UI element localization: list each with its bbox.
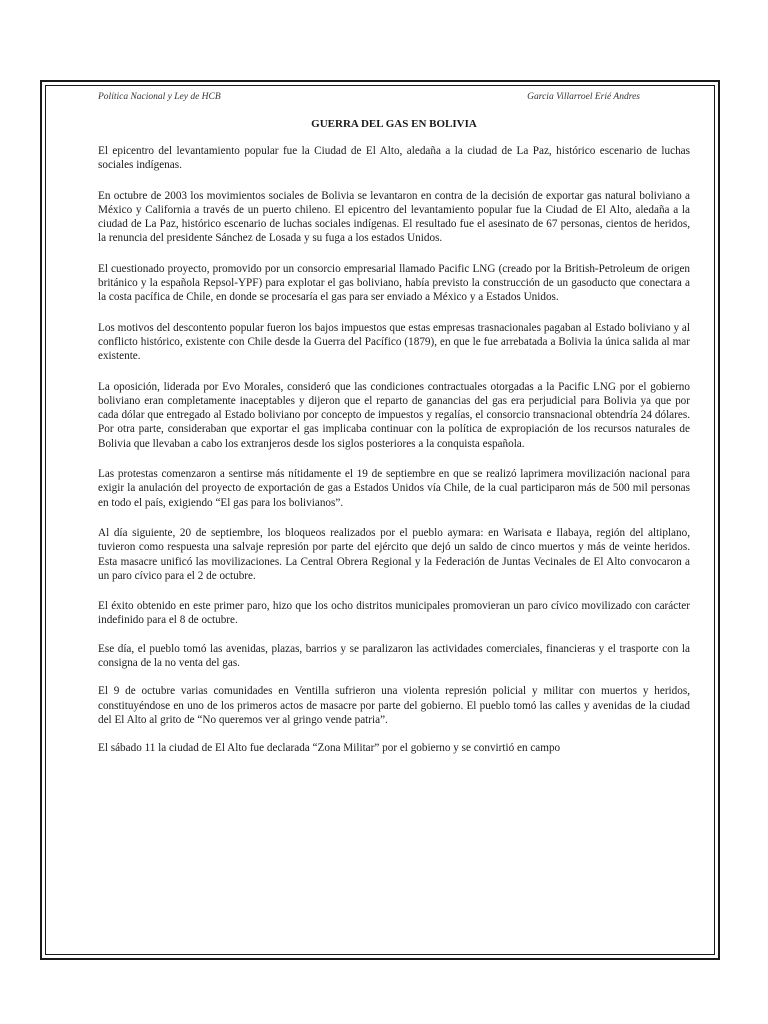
document-body xyxy=(98,144,690,756)
paragraph: El 9 de octubre varias comunidades en Ventilla sufrieron una violenta represión policial y militar con muertos y heridos, constituyéndose en uno de los primeros actos de masacre por parte del gobierno. El pueblo tomó las calles y avenidas de la ciudad del El Alto al grito de “No queremos ver al gringo vende patria”. xyxy=(98,685,690,726)
paragraph: Al día siguiente, 20 de septiembre, los bloqueos realizados por el pueblo aymara: en Warisata e Ilabaya, región del altiplano, tuvieron como respuesta una salvaje represión por parte del ejército que dejó un saldo de cinco muertos y más de veinte heridos. Esta masacre unificó las movilizaciones. La Central Obrera Regional y la Federación de Juntas Vecinales de El Alto convocaron a un paro cívico para el 2 de octubre. xyxy=(98,526,690,582)
header-course: Política Nacional y Ley de HCB xyxy=(98,92,221,102)
paragraph: El sábado 11 la ciudad de El Alto fue declarada “Zona Militar” por el gobierno y se convirtió en campo xyxy=(98,742,561,755)
running-header xyxy=(98,92,690,106)
paragraph: El éxito obtenido en este primer paro, hizo que los ocho distritos municipales promovieran un paro cívico movilizado con carácter indefinido para el 8 de octubre. xyxy=(98,600,690,627)
paragraph: Los motivos del descontento popular fueron los bajos impuestos que estas empresas trasnacionales pagaban al Estado boliviano y al conflicto histórico, existente con Chile desde la Guerra del Pacífico (1879), en que le fue arrebatada a Bolivia la única salida al mar existente. xyxy=(98,321,690,363)
paragraph: El epicentro del levantamiento popular fue la Ciudad de El Alto, aledaña a la ciudad de La Paz, histórico escenario de luchas sociales indígenas. xyxy=(98,145,690,172)
document-page xyxy=(98,92,690,772)
document-title: GUERRA DEL GAS EN BOLIVIA xyxy=(311,118,477,130)
paragraph: El cuestionado proyecto, promovido por un consorcio empresarial llamado Pacific LNG (creado por la British-Petroleum de origen británico y la española Repsol-YPF) para explotar el gas boliviano, había previsto la construcción de un gasoducto que conectara a la costa pacífica de Chile, en donde se procesaría el gas para ser enviado a México y a Estados Unidos. xyxy=(98,262,690,304)
paragraph: Las protestas comenzaron a sentirse más nítidamente el 19 de septiembre en que se realizó laprimera movilización nacional para exigir la anulación del proyecto de exportación de gas a Estados Unidos vía Chile, de la cual participaron más de 500 mil personas en todo el país, exigiendo “El gas para los bolivianos”. xyxy=(98,468,690,509)
paragraph: La oposición, liderada por Evo Morales, consideró que las condiciones contractuales otorgadas a la Pacific LNG por el gobierno boliviano eran completamente inaceptables y dijeron que el reparto de ganancias del gas era perjudicial para Bolivia ya que por cada dólar que entregado al Estado boliviano por concepto de impuestos y regalías, el consorcio transnacional obtendría 24 dólares. Por otra parte, consideraban que exportar el gas implicaba continuar con la política de expropiación de los recursos naturales de Bolivia que llevaban a cabo los extranjeros desde los siglos posteriores a la conquista española. xyxy=(98,380,690,450)
paragraph: Ese día, el pueblo tomó las avenidas, plazas, barrios y se paralizaron las actividades comerciales, financieras y el trasporte con la consigna de la no venta del gas. xyxy=(98,642,690,670)
paragraph: En octubre de 2003 los movimientos sociales de Bolivia se levantaron en contra de la decisión de exportar gas natural boliviano a México y California a través de un puerto chileno. El epicentro del levantamiento popular fue la Ciudad de El Alto, aledaña a la ciudad de La Paz, histórico escenario de luchas sociales indígenas. El resultado fue el asesinato de 67 personas, cientos de heridos, la renuncia del presidente Sánchez de Losada y su fuga a los estados Unidos. xyxy=(98,189,690,245)
header-author: Garcia Villarroel Erié Andres xyxy=(527,92,640,102)
